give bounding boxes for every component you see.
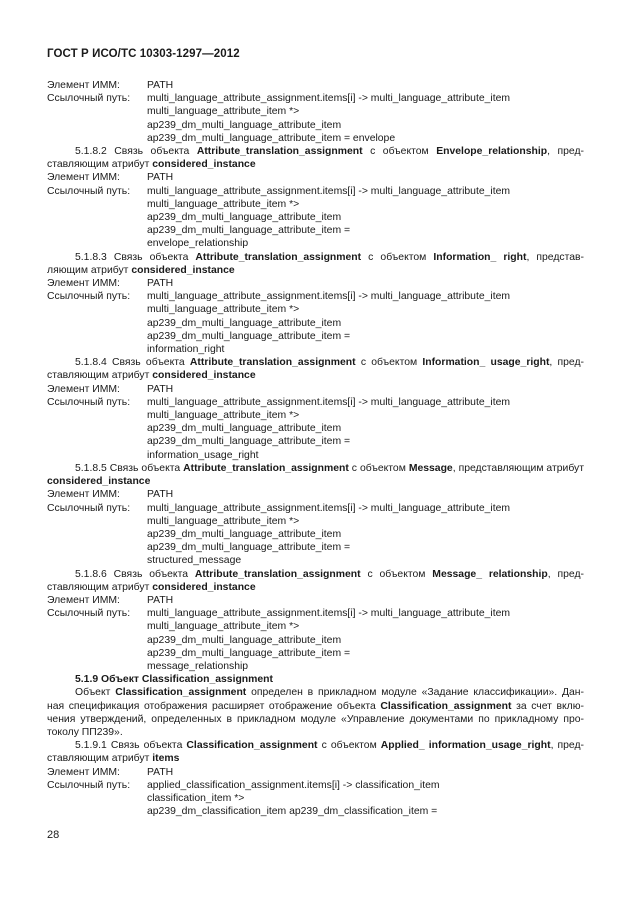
element-label: Элемент ИММ: [47,172,120,184]
section-paragraph: 5.1.8.2 Связь объекта Attribute_translation_assignment с объектом Envelope_relationship, пред-ставляющим атрибут considered_instance [47,146,584,171]
ref-line: multi_language_attribute_assignment.items[i] -> multi_language_attribute_item [147,608,511,620]
ref-line: multi_language_attribute_item *> [147,304,300,316]
ref-line: ap239_dm_multi_language_attribute_item = [147,436,351,448]
ref-line: ap239_dm_classification_item ap239_dm_classification_item = [147,806,438,818]
ref-line: multi_language_attribute_assignment.items[i] -> multi_language_attribute_item [147,502,511,514]
ref-line: multi_language_attribute_item *> [147,515,300,527]
ref-line: ap239_dm_multi_language_attribute_item = envelope [147,132,396,144]
ref-line: ap239_dm_multi_language_attribute_item = [147,542,351,554]
ref-label: Ссылочный путь: [47,502,131,514]
ref-label: Ссылочный путь: [47,608,131,620]
ref-label: Ссылочный путь: [47,396,131,408]
ref-line: information_right [147,344,225,356]
ref-line: multi_language_attribute_assignment.items[i] -> multi_language_attribute_item [147,185,511,197]
ref-line: multi_language_attribute_item *> [147,621,300,633]
ref-label: Ссылочный путь: [47,779,131,791]
ref-line: information_usage_right [147,449,259,461]
ref-line: multi_language_attribute_item *> [147,198,300,210]
element-value: PATH [147,766,174,778]
ref-line: ap239_dm_multi_language_attribute_item [147,212,342,224]
ref-label: Ссылочный путь: [47,291,131,303]
document-body [47,79,584,818]
ref-line: structured_message [147,555,242,567]
document-header: ГОСТ Р ИСО/ТС 10303-1297—2012 [47,48,240,60]
ref-line: message_relationship [147,660,249,672]
element-value: PATH [147,489,174,501]
element-value: PATH [147,80,174,91]
page-number: 28 [47,829,60,841]
ref-line: ap239_dm_multi_language_attribute_item [147,119,342,131]
element-value: PATH [147,383,174,395]
element-value: PATH [147,594,174,606]
ref-line: classification_item *> [147,792,245,804]
ref-line: applied_classification_assignment.items[i] -> classification_item [147,779,440,791]
ref-line: ap239_dm_multi_language_attribute_item [147,317,342,329]
ref-line: multi_language_attribute_assignment.items[i] -> multi_language_attribute_item [147,291,511,303]
element-label: Элемент ИММ: [47,278,120,290]
element-label: Элемент ИММ: [47,594,120,606]
ref-label: Ссылочный путь: [47,185,131,197]
ref-line: multi_language_attribute_item *> [147,106,300,118]
ref-line: multi_language_attribute_assignment.items[i] -> multi_language_attribute_item [147,93,511,105]
section-paragraph: 5.1.9.1 Связь объекта Classification_assignment с объектом Applied_ information_usage_right, пред-ставляющим атрибут items [47,740,584,765]
ref-line: multi_language_attribute_assignment.items[i] -> multi_language_attribute_item [147,396,511,408]
section-paragraph: 5.1.8.5 Связь объекта Attribute_translation_assignment с объектом Message, представляющим атрибут considered_instance [47,462,584,488]
element-label: Элемент ИММ: [47,383,120,395]
section-paragraph: 5.1.8.4 Связь объекта Attribute_translation_assignment с объектом Information_ usage_right, пред-ставляющим атрибут considered_instance [47,357,584,382]
element-label: Элемент ИММ: [47,766,120,778]
ref-line: ap239_dm_multi_language_attribute_item [147,423,342,435]
ref-line: multi_language_attribute_item *> [147,410,300,422]
ref-line: ap239_dm_multi_language_attribute_item [147,634,342,646]
ref-label: Ссылочный путь: [47,93,131,105]
element-value: PATH [147,172,174,184]
element-value: PATH [147,278,174,290]
ref-line: ap239_dm_multi_language_attribute_item = [147,647,351,659]
section-heading: 5.1.9 Объект Classification_assignment [75,674,273,686]
ref-line: ap239_dm_multi_language_attribute_item = [147,225,351,237]
ref-line: envelope_relationship [147,238,249,250]
section-paragraph: Объект Classification_assignment определен в прикладном модуле «Задание классификации». Дан-ная спецификация отображения расширяет отображение объекта Classification_assignment за счет вклю-чения утверждений, определенных в прикладном модуле «Управление документами по прикладному про-токолу ПП239». [47,687,584,738]
ref-line: ap239_dm_multi_language_attribute_item = [147,330,351,342]
element-label: Элемент ИММ: [47,489,120,501]
element-label: Элемент ИММ: [47,80,120,91]
section-paragraph: 5.1.8.3 Связь объекта Attribute_translation_assignment с объектом Information_ right, представ-ляющим атрибут considered_instance [47,251,585,276]
ref-line: ap239_dm_multi_language_attribute_item [147,528,342,540]
section-paragraph: 5.1.8.6 Связь объекта Attribute_translation_assignment с объектом Message_ relationship, пред-ставляющим атрибут considered_instance [47,568,584,593]
